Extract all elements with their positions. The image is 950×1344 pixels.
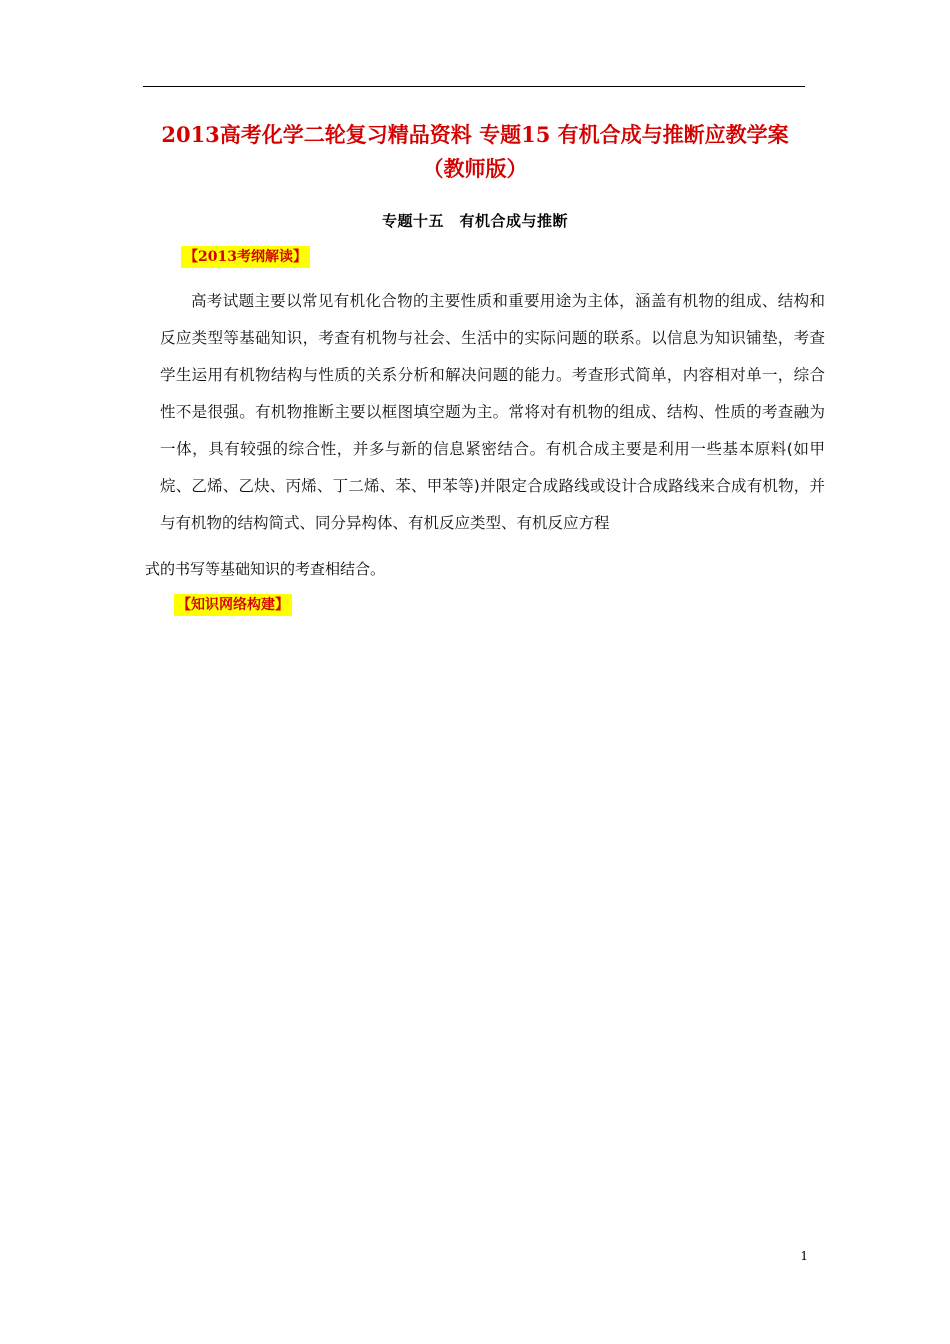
- document-title: [100, 118, 850, 186]
- topic-heading: 专题十五 有机合成与推断: [381, 212, 568, 230]
- page-number: 1: [800, 1249, 808, 1263]
- body-paragraph-tail: 式的书写等基础知识的考查相结合。: [145, 560, 386, 578]
- body-paragraph: 高考试题主要以常见有机化合物的主要性质和重要用途为主体，涵盖有机物的组成、结构和反应类型等基础知识，考查有机物与社会、生活中的实际问题的联系。以信息为知识铺垫，考查学生运用有机物结构与性质的关系分析和解决问题的能力。考查形式简单，内容相对单一，综合性不是很强。有机物推断主要以框图填空题为主。常将对有机物的组成、结构、性质的考查融为一体，具有较强的综合性，并多与新的信息紧密结合。有机合成主要是利用一些基本原料(如甲烷、乙烯、乙炔、丙烯、丁二烯、苯、甲苯等)并限定合成路线或设计合成路线来合成有机物，并与有机物的结构简式、同分异构体、有机反应类型、有机反应方程: [160, 292, 825, 532]
- header-rule: [143, 86, 805, 87]
- section-label-outline: 【2013考纲解读】: [181, 246, 310, 268]
- section-label-knowledge-network: 【知识网络构建】: [174, 594, 292, 616]
- document-title-line1: 2013高考化学二轮复习精品资料 专题15 有机合成与推断应教学案: [161, 122, 789, 147]
- document-title-line2: （教师版）: [422, 156, 528, 181]
